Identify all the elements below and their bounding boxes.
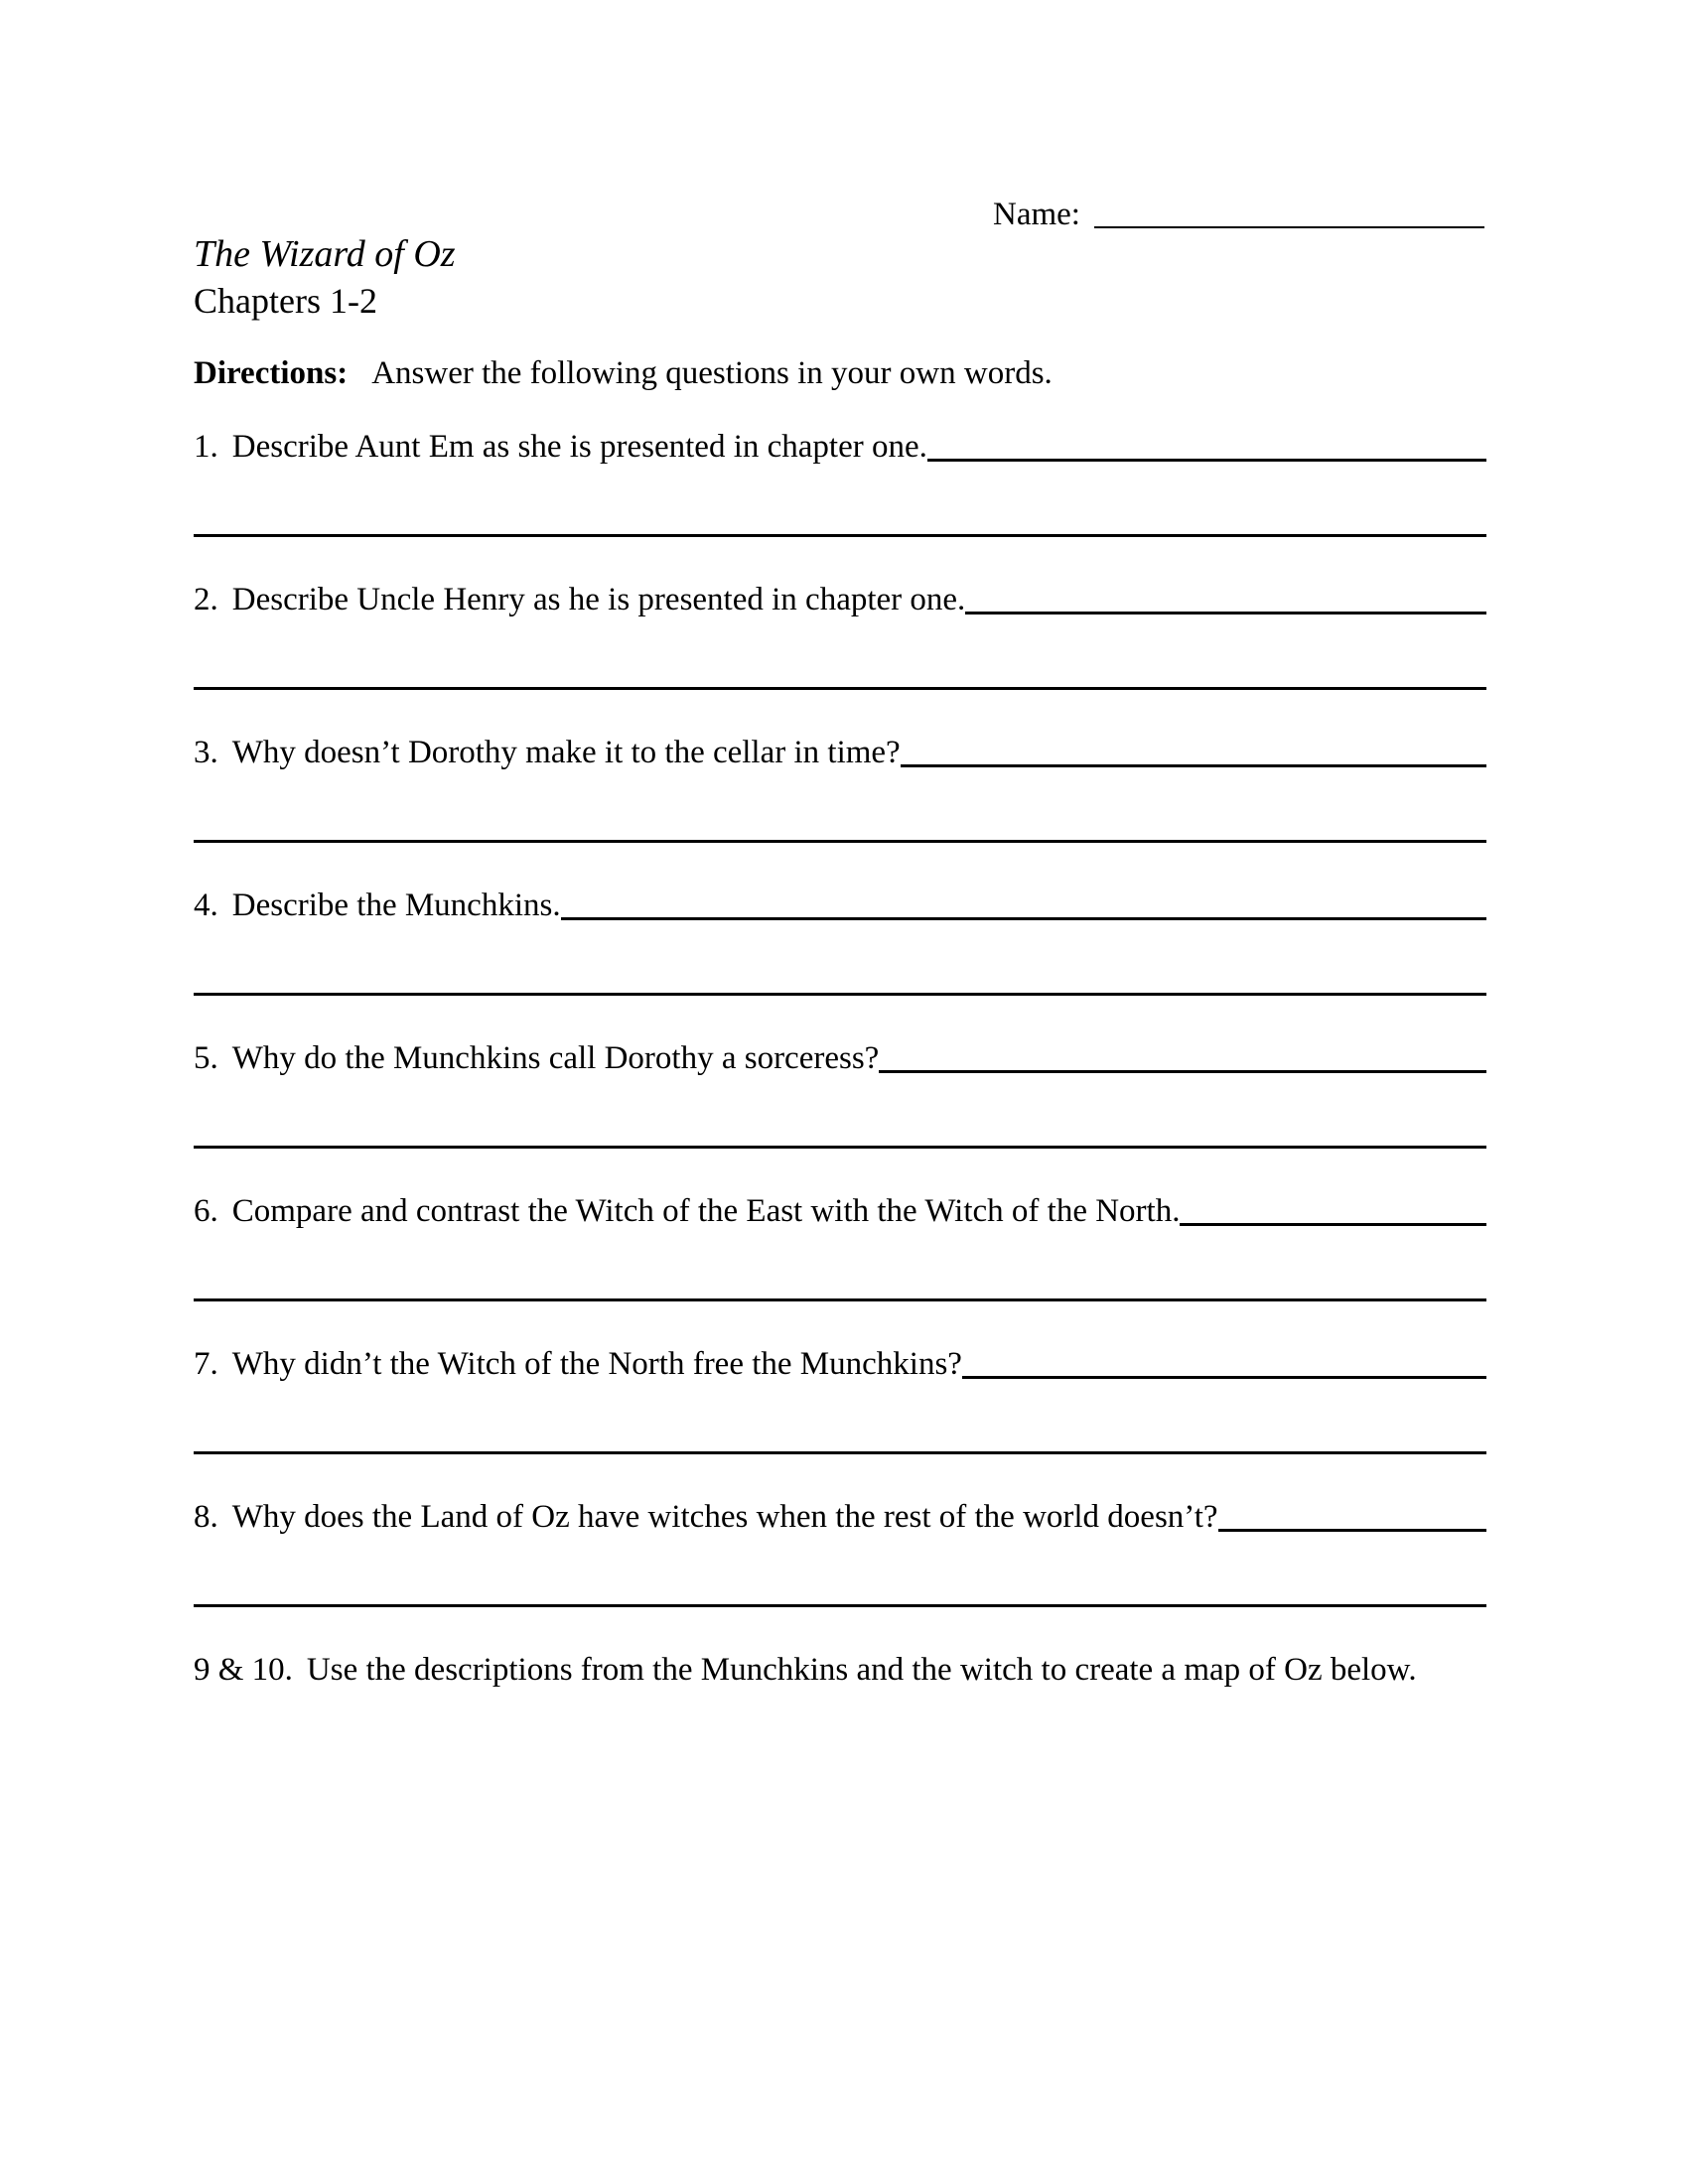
question-number: 6. — [194, 1193, 218, 1229]
answer-blank-inline[interactable] — [927, 459, 1486, 462]
question-block — [194, 425, 1486, 578]
question-row — [194, 1189, 1486, 1233]
question-block — [194, 1036, 1486, 1189]
question-block — [194, 1495, 1486, 1648]
question-block — [194, 731, 1486, 884]
question-block-map — [194, 1648, 1486, 1801]
question-text: Describe the Munchkins. — [231, 887, 561, 923]
answer-blank-inline[interactable] — [879, 1070, 1486, 1073]
question-block — [194, 1342, 1486, 1495]
question-block — [194, 884, 1486, 1036]
questions-list — [194, 425, 1486, 1801]
question-block — [194, 1189, 1486, 1342]
answer-blank-inline[interactable] — [901, 764, 1486, 767]
question-number: 3. — [194, 735, 218, 770]
answer-blank-inline[interactable] — [1180, 1223, 1486, 1226]
answer-blank-line[interactable] — [194, 1451, 1486, 1454]
directions — [194, 355, 1053, 391]
question-row — [194, 578, 1486, 621]
question-text: Why do the Munchkins call Dorothy a sorceress? — [231, 1040, 880, 1076]
question-number: 9 & 10. — [194, 1652, 293, 1688]
question-text: Compare and contrast the Witch of the East with the Witch of the North. — [231, 1193, 1181, 1229]
answer-blank-inline[interactable] — [962, 1376, 1486, 1379]
question-text: Why does the Land of Oz have witches when the rest of the world doesn’t? — [231, 1499, 1218, 1535]
question-number: 2. — [194, 582, 218, 617]
question-row — [194, 1648, 1486, 1692]
question-text: Why doesn’t Dorothy make it to the cellar in time? — [231, 735, 901, 770]
answer-blank-line[interactable] — [194, 993, 1486, 996]
question-text: Why didn’t the Witch of the North free the Munchkins? — [231, 1346, 962, 1382]
question-number: 4. — [194, 887, 218, 923]
directions-text: Answer the following questions in your own words. — [371, 355, 1053, 391]
question-row — [194, 425, 1486, 469]
question-text: Describe Aunt Em as she is presented in chapter one. — [231, 429, 927, 465]
worksheet-subtitle: Chapters 1-2 — [194, 281, 377, 321]
question-number: 1. — [194, 429, 218, 465]
answer-blank-inline[interactable] — [561, 917, 1486, 920]
answer-blank-line[interactable] — [194, 1604, 1486, 1607]
answer-blank-line[interactable] — [194, 1146, 1486, 1149]
question-number: 5. — [194, 1040, 218, 1076]
worksheet-title: The Wizard of Oz — [194, 233, 456, 275]
question-row — [194, 884, 1486, 927]
name-label: Name: — [993, 197, 1080, 232]
name-blank-line[interactable] — [1094, 226, 1484, 228]
answer-blank-inline[interactable] — [1218, 1529, 1486, 1532]
question-number: 8. — [194, 1499, 218, 1535]
answer-blank-line[interactable] — [194, 840, 1486, 843]
answer-blank-line[interactable] — [194, 687, 1486, 690]
name-field-row — [993, 197, 1484, 232]
answer-blank-line[interactable] — [194, 534, 1486, 537]
answer-blank-line[interactable] — [194, 1298, 1486, 1301]
question-row — [194, 1342, 1486, 1386]
question-row — [194, 1036, 1486, 1080]
answer-blank-inline[interactable] — [965, 612, 1486, 614]
question-text: Use the descriptions from the Munchkins and the witch to create a map of Oz below. — [306, 1652, 1417, 1688]
question-row — [194, 1495, 1486, 1539]
question-row — [194, 731, 1486, 774]
question-text: Describe Uncle Henry as he is presented in chapter one. — [231, 582, 966, 617]
question-number: 7. — [194, 1346, 218, 1382]
directions-label: Directions: — [194, 355, 349, 391]
question-block — [194, 578, 1486, 731]
